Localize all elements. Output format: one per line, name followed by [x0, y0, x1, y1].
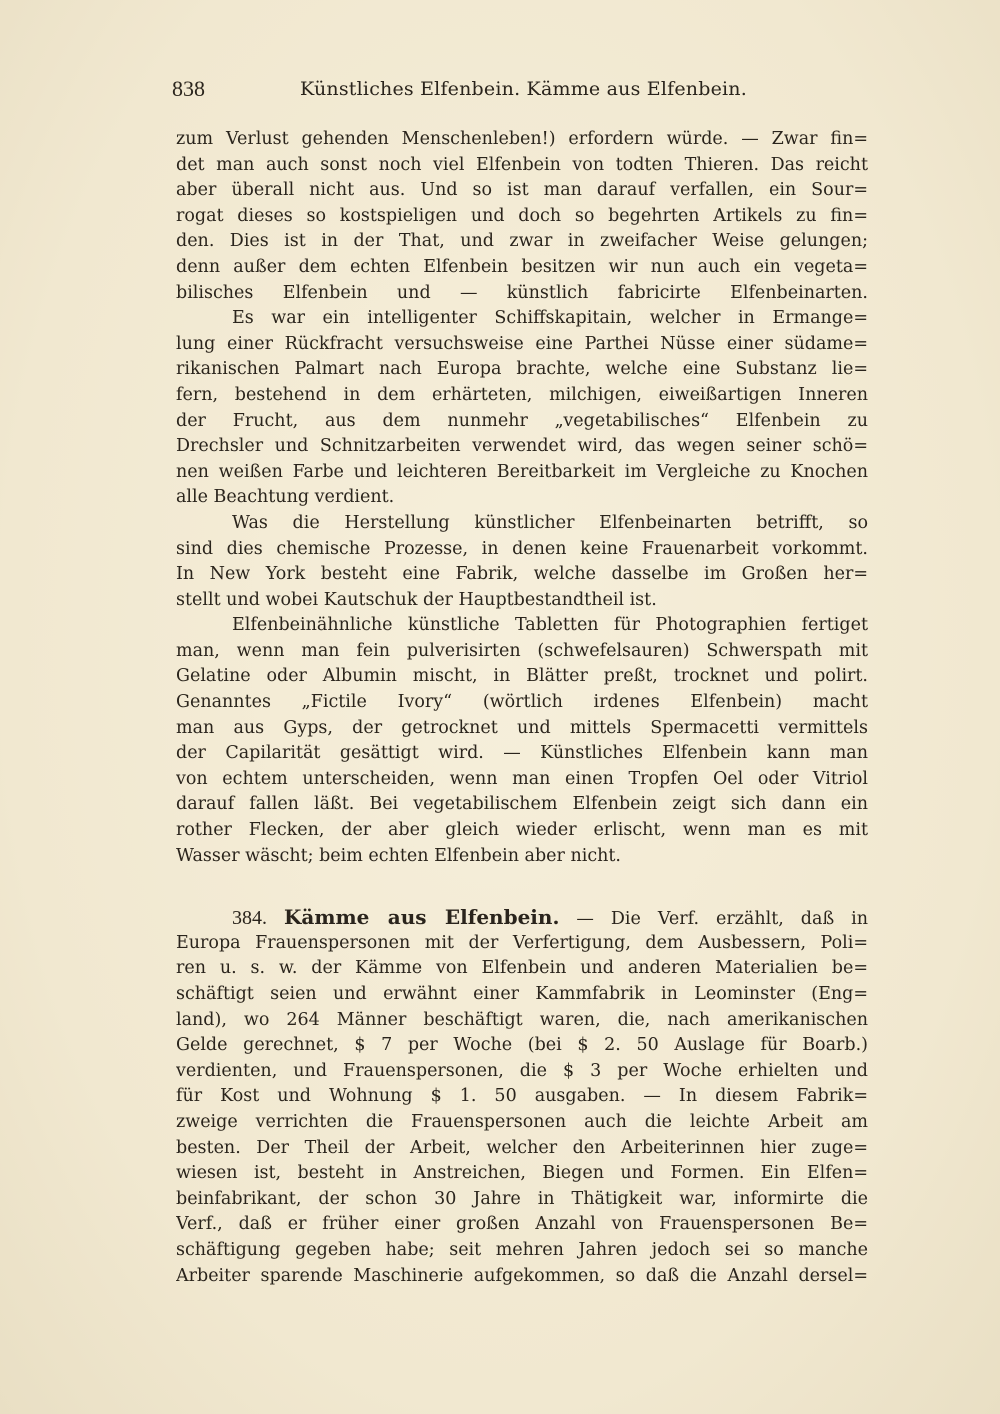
- running-head: Künstliches Elfenbein. Kämme aus Elfenbein.: [300, 78, 747, 100]
- text-line: den. Dies ist in der That, und zwar in zweifacher Weise gelungen;: [176, 231, 868, 252]
- text-line: man, wenn man fein pulverisirten (schwefelsauren) Schwerspath mit: [176, 640, 868, 661]
- text-line: beinfabrikant, der schon 30 Jahre in Thätigkeit war, informirte die: [176, 1188, 868, 1209]
- text-line: Gelatine oder Albumin mischt, in Blätter preßt, trocknet und polirt.: [176, 666, 868, 687]
- text-line: Genanntes „Fictile Ivory“ (wörtlich irdenes Elfenbein) macht: [176, 692, 868, 713]
- body-text: [176, 127, 868, 1289]
- text-line: lung einer Rückfracht versuchsweise eine Parthei Nüsse einer südame=: [176, 333, 868, 354]
- section-gap: [176, 869, 868, 905]
- text-line: schäftigung gegeben habe; seit mehren Jahren jedoch sei so manche: [176, 1239, 868, 1260]
- text-line: besten. Der Theil der Arbeit, welcher den Arbeiterinnen hier zuge=: [176, 1137, 868, 1158]
- text-line: Elfenbeinähnliche künstliche Tabletten für Photographien fertiget: [232, 615, 868, 636]
- text-line: In New York besteht eine Fabrik, welche dasselbe im Großen her=: [176, 564, 868, 585]
- text-line: sind dies chemische Prozesse, in denen keine Frauenarbeit vorkommt.: [176, 538, 868, 559]
- text-line: darauf fallen läßt. Bei vegetabilischem Elfenbein zeigt sich dann ein: [176, 794, 868, 815]
- text-line: land), wo 264 Männer beschäftigt waren, die, nach amerikanischen: [176, 1009, 868, 1030]
- text-line: det man auch sonst noch viel Elfenbein von todten Thieren. Das reicht: [176, 154, 868, 175]
- text-line: Drechsler und Schnitzarbeiten verwendet wird, das wegen seiner schö=: [176, 436, 868, 457]
- section-number: 384.: [232, 907, 267, 930]
- text-line: ren u. s. w. der Kämme von Elfenbein und anderen Materialien be=: [176, 958, 868, 979]
- text-line: zweige verrichten die Frauenspersonen auch die leichte Arbeit am: [176, 1111, 868, 1132]
- paragraph: [176, 613, 868, 869]
- text-line: von echtem unterscheiden, wenn man einen Tropfen Oel oder Vitriol: [176, 768, 868, 789]
- text-line: der Frucht, aus dem nunmehr „vegetabilisches“ Elfenbein zu: [176, 410, 868, 431]
- text-line: schäftigt seien und erwähnt einer Kammfabrik in Leominster (Eng=: [176, 984, 868, 1004]
- section-first-line-text: — Die Verf. erzählt, daß in: [576, 909, 868, 930]
- text-line: wiesen ist, besteht in Anstreichen, Biegen und Formen. Ein Elfen=: [176, 1163, 868, 1184]
- text-line: für Kost und Wohnung $ 1. 50 ausgaben. — In diesem Fabrik=: [176, 1086, 868, 1107]
- page-number: 838: [172, 76, 205, 101]
- text-line: zum Verlust gehenden Menschenleben!) erfordern würde. — Zwar fin=: [176, 129, 868, 149]
- text-line: aber überall nicht aus. Und so ist man darauf verfallen, ein Sour=: [176, 180, 868, 201]
- section-heading-line: [176, 905, 868, 931]
- text-line: nen weißen Farbe und leichteren Bereitbarkeit im Vergleiche zu Knochen: [176, 461, 868, 482]
- text-line: Es war ein intelligenter Schiffskapitain, welcher in Ermange=: [232, 308, 868, 329]
- text-line: man aus Gyps, der getrocknet und mittels Spermacetti vermittels: [176, 717, 868, 738]
- text-line: denn außer dem echten Elfenbein besitzen wir nun auch ein vegeta=: [176, 256, 868, 277]
- text-line: Was die Herstellung künstlicher Elfenbeinarten betrifft, so: [232, 512, 868, 533]
- section-384: [176, 905, 868, 1289]
- text-line: der Capilarität gesättigt wird. — Künstliches Elfenbein kann man: [176, 743, 868, 764]
- text-line: stellt und wobei Kautschuk der Hauptbestandtheil ist.: [176, 589, 657, 610]
- text-line: rother Flecken, der aber gleich wieder erlischt, wenn man es mit: [176, 820, 868, 841]
- text-line: alle Beachtung verdient.: [176, 487, 395, 508]
- text-line: verdienten, und Frauenspersonen, die $ 3 per Woche erhielten und: [176, 1060, 868, 1081]
- text-line: Gelde gerechnet, $ 7 per Woche (bei $ 2. 50 Auslage für Boarb.): [176, 1035, 868, 1056]
- text-line: Verf., daß er früher einer großen Anzahl von Frauenspersonen Be=: [176, 1214, 868, 1235]
- text-line: Europa Frauenspersonen mit der Verfertigung, dem Ausbessern, Poli=: [176, 932, 868, 953]
- section-title: Kämme aus Elfenbein.: [283, 905, 560, 930]
- text-line: Arbeiter sparende Maschinerie aufgekommen, so daß die Anzahl dersel=: [176, 1265, 868, 1286]
- text-line: rikanischen Palmart nach Europa brachte, welche eine Substanz lie=: [176, 359, 868, 380]
- text-line: bilisches Elfenbein und — künstlich fabricirte Elfenbeinarten.: [176, 282, 868, 303]
- text-line: rogat dieses so kostspieligen und doch so begehrten Artikels zu fin=: [176, 205, 868, 226]
- text-line: Wasser wäscht; beim echten Elfenbein aber nicht.: [176, 845, 621, 866]
- page-header: [172, 74, 872, 108]
- paragraph: [176, 511, 868, 613]
- paragraph: [176, 306, 868, 511]
- paragraph: [176, 127, 868, 306]
- text-line: fern, bestehend in dem erhärteten, milchigen, eiweißartigen Inneren: [176, 384, 868, 405]
